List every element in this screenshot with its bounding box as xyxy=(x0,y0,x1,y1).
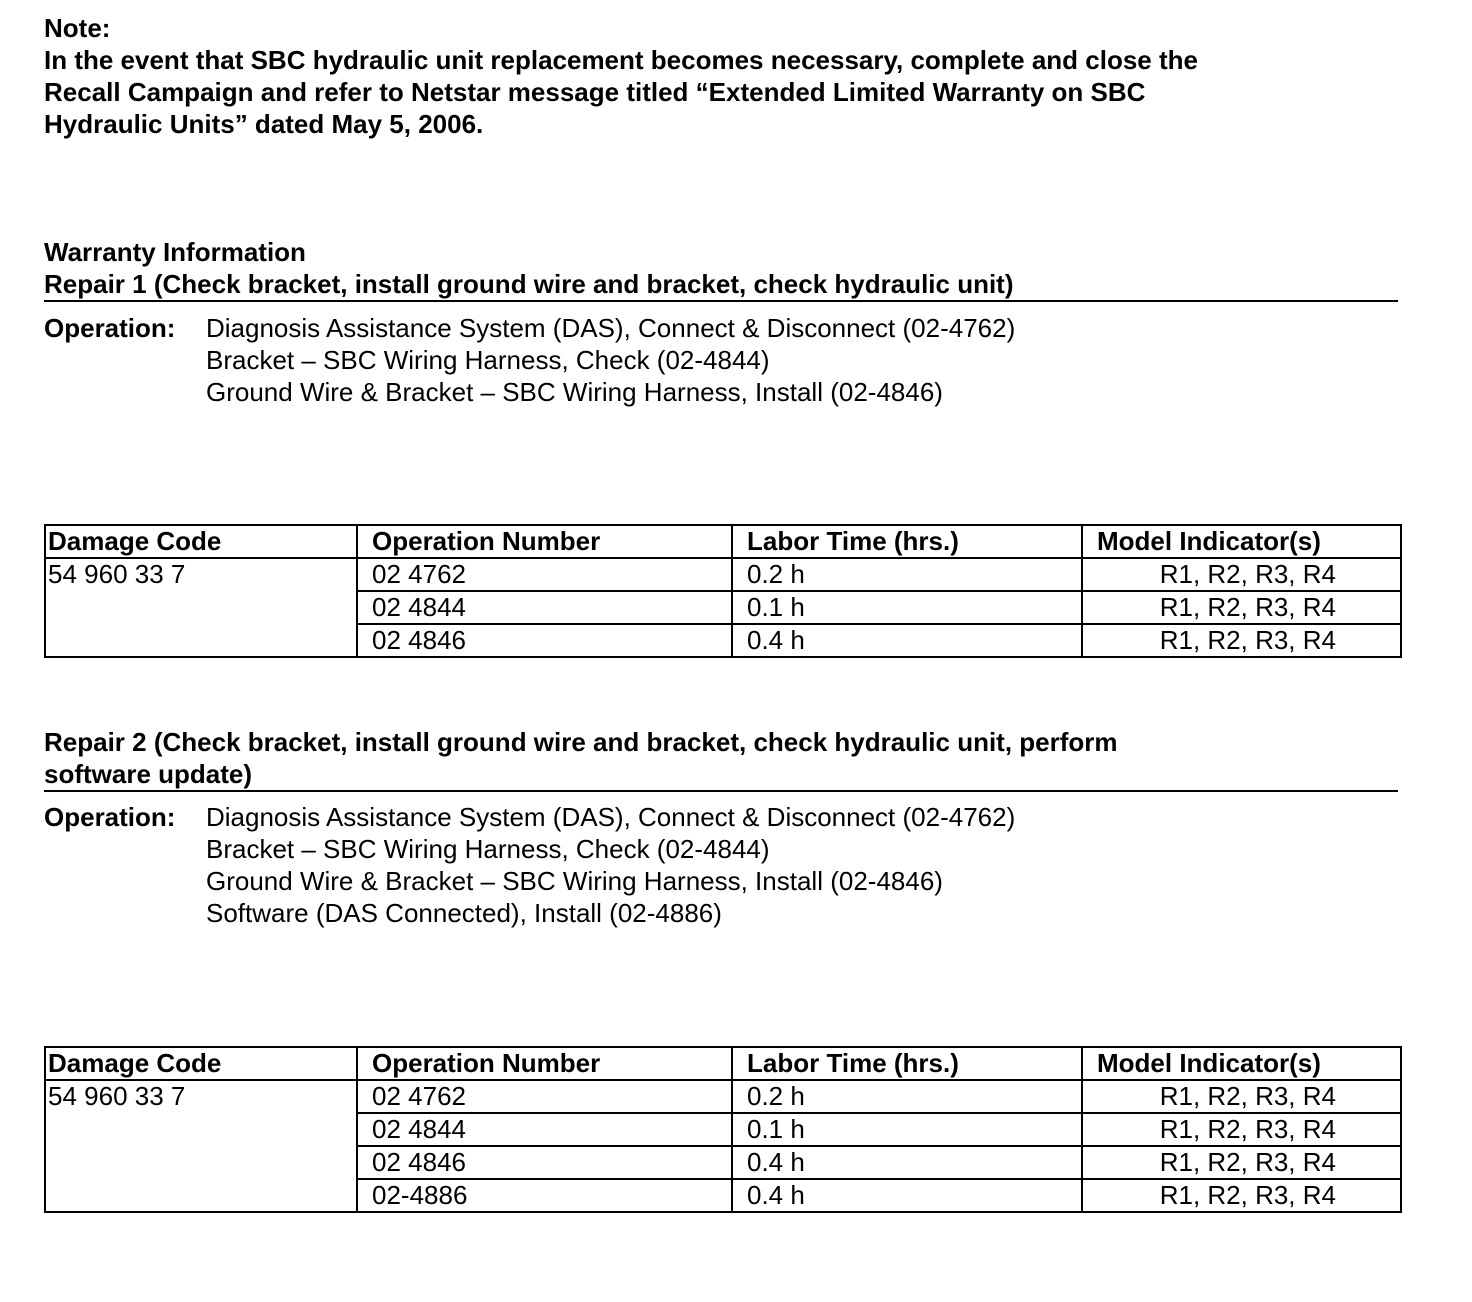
operation-label: Operation: xyxy=(44,313,176,343)
operation-line: Ground Wire & Bracket – SBC Wiring Harness, Install (02-4846) xyxy=(206,866,943,896)
table-row xyxy=(45,1080,1401,1113)
table-row xyxy=(45,558,1401,591)
note-line: Hydraulic Units” dated May 5, 2006. xyxy=(44,109,484,139)
labor-time-cell: 0.2 h xyxy=(732,1080,1082,1113)
table-header-row xyxy=(45,1047,1401,1080)
operation-number-cell: 02 4762 xyxy=(357,1080,732,1113)
model-indicator-cell: R1, R2, R3, R4 xyxy=(1082,558,1401,591)
table-header-row xyxy=(45,525,1401,558)
damage-code-cell: 54 960 33 7 xyxy=(45,1080,357,1212)
header-model-indicators: Model Indicator(s) xyxy=(1082,1047,1401,1080)
operation-line: Bracket – SBC Wiring Harness, Check (02-4844) xyxy=(206,834,770,864)
header-damage-code: Damage Code xyxy=(45,525,357,558)
operation-line: Diagnosis Assistance System (DAS), Connect & Disconnect (02-4762) xyxy=(206,313,1016,343)
operation-number-cell: 02-4886 xyxy=(357,1179,732,1212)
operation-number-cell: 02 4844 xyxy=(357,1113,732,1146)
repair-2-title xyxy=(44,726,1398,792)
header-labor-time: Labor Time (hrs.) xyxy=(732,1047,1082,1080)
labor-time-cell: 0.4 h xyxy=(732,624,1082,657)
warranty-title: Warranty Information xyxy=(44,237,306,267)
operation-line: Software (DAS Connected), Install (02-4886) xyxy=(206,898,722,928)
operation-number-cell: 02 4846 xyxy=(357,624,732,657)
header-model-indicators: Model Indicator(s) xyxy=(1082,525,1401,558)
operation-line: Ground Wire & Bracket – SBC Wiring Harness, Install (02-4846) xyxy=(206,377,943,407)
header-labor-time: Labor Time (hrs.) xyxy=(732,525,1082,558)
repair-2-title-line: Repair 2 (Check bracket, install ground wire and bracket, check hydraulic unit, perform xyxy=(44,727,1118,757)
model-indicator-cell: R1, R2, R3, R4 xyxy=(1082,1146,1401,1179)
labor-time-cell: 0.1 h xyxy=(732,591,1082,624)
operation-line: Bracket – SBC Wiring Harness, Check (02-4844) xyxy=(206,345,770,375)
repair-2-title-line: software update) xyxy=(44,759,253,789)
note-line: In the event that SBC hydraulic unit replacement becomes necessary, complete and close the xyxy=(44,45,1198,75)
model-indicator-cell: R1, R2, R3, R4 xyxy=(1082,1113,1401,1146)
note-heading: Note: xyxy=(44,13,111,43)
repair-1-title: Repair 1 (Check bracket, install ground wire and bracket, check hydraulic unit) xyxy=(44,268,1398,302)
labor-time-cell: 0.1 h xyxy=(732,1113,1082,1146)
labor-time-cell: 0.4 h xyxy=(732,1146,1082,1179)
operation-number-cell: 02 4762 xyxy=(357,558,732,591)
labor-time-cell: 0.4 h xyxy=(732,1179,1082,1212)
repair-2-table xyxy=(44,1046,1402,1213)
operation-line: Diagnosis Assistance System (DAS), Connect & Disconnect (02-4762) xyxy=(206,802,1016,832)
model-indicator-cell: R1, R2, R3, R4 xyxy=(1082,1179,1401,1212)
operation-label: Operation: xyxy=(44,802,176,832)
repair-1-table xyxy=(44,524,1402,658)
model-indicator-cell: R1, R2, R3, R4 xyxy=(1082,1080,1401,1113)
labor-time-cell: 0.2 h xyxy=(732,558,1082,591)
operation-number-cell: 02 4844 xyxy=(357,591,732,624)
note-block xyxy=(44,12,1344,140)
damage-code-cell: 54 960 33 7 xyxy=(45,558,357,657)
header-operation-number: Operation Number xyxy=(357,1047,732,1080)
note-line: Recall Campaign and refer to Netstar message titled “Extended Limited Warranty on SBC xyxy=(44,77,1146,107)
model-indicator-cell: R1, R2, R3, R4 xyxy=(1082,591,1401,624)
header-damage-code: Damage Code xyxy=(45,1047,357,1080)
model-indicator-cell: R1, R2, R3, R4 xyxy=(1082,624,1401,657)
header-operation-number: Operation Number xyxy=(357,525,732,558)
operation-number-cell: 02 4846 xyxy=(357,1146,732,1179)
